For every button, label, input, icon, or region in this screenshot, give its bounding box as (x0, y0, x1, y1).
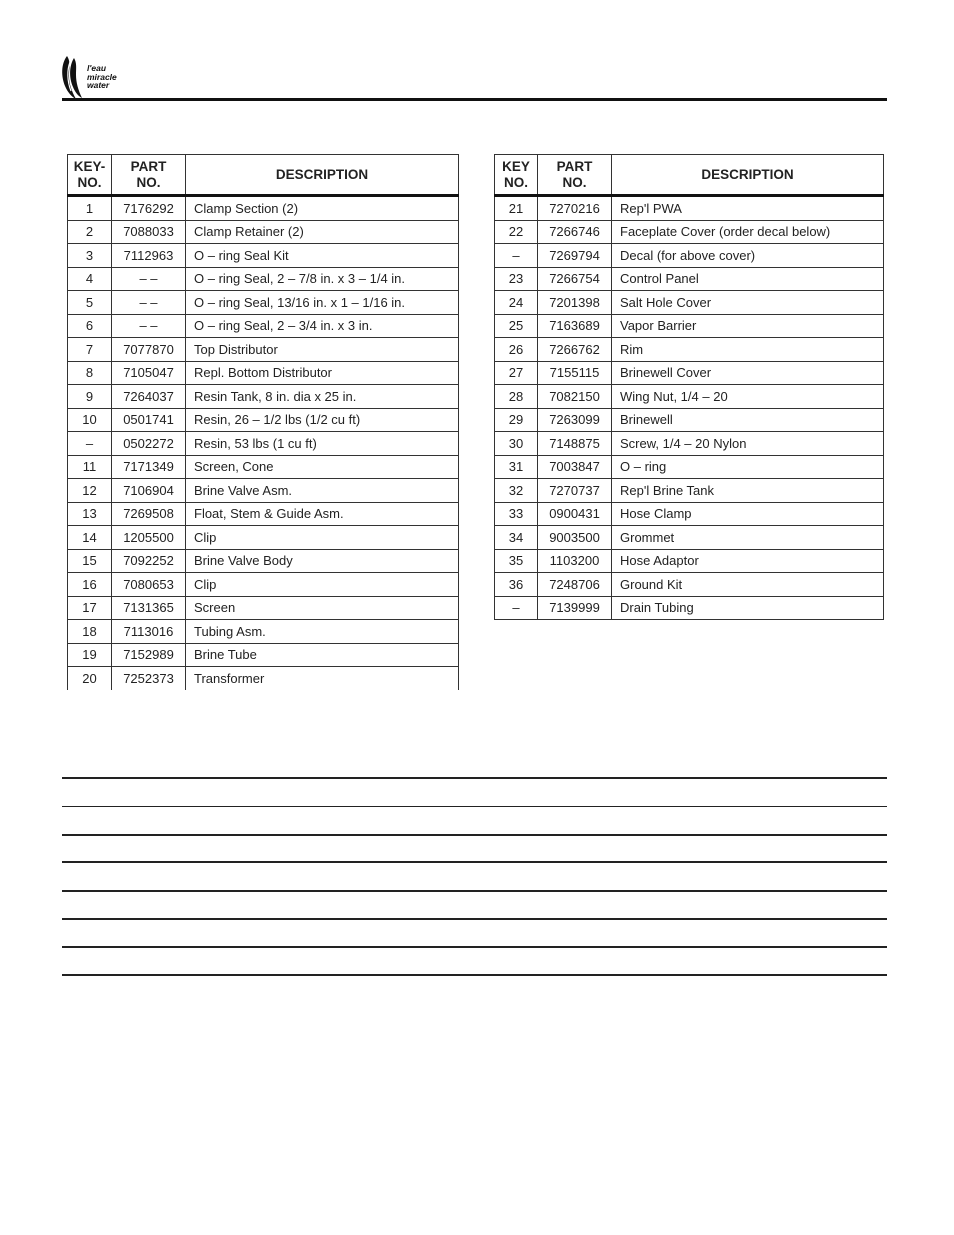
key-no-cell: 20 (68, 667, 112, 690)
description-header: DESCRIPTION (186, 155, 459, 196)
key-no-cell: 23 (495, 267, 538, 291)
part-no-cell: 7131365 (112, 596, 186, 620)
description-cell: O – ring (612, 455, 884, 479)
table-row (68, 314, 459, 338)
table-row (68, 244, 459, 268)
key-no-cell: 5 (68, 291, 112, 315)
key-no-header: KEY- NO. (68, 155, 112, 196)
part-no-cell: 7152989 (112, 643, 186, 667)
key-no-cell: 1 (68, 196, 112, 221)
description-cell: O – ring Seal Kit (186, 244, 459, 268)
description-cell: Resin, 26 – 1/2 lbs (1/2 cu ft) (186, 408, 459, 432)
table-row (68, 643, 459, 667)
table-row (68, 196, 459, 221)
description-cell: Drain Tubing (612, 596, 884, 620)
table-row (495, 244, 884, 268)
part-no-cell: 7201398 (538, 291, 612, 315)
description-cell: Rep'l PWA (612, 196, 884, 221)
logo-line-3: water (87, 80, 110, 90)
description-cell: Clip (186, 526, 459, 550)
key-no-cell: – (68, 432, 112, 456)
table-row (68, 267, 459, 291)
description-cell: Transformer (186, 667, 459, 690)
part-no-cell: 7080653 (112, 573, 186, 597)
description-cell: Screen, Cone (186, 455, 459, 479)
key-no-cell: 16 (68, 573, 112, 597)
description-cell: Top Distributor (186, 338, 459, 362)
table-row (68, 479, 459, 503)
table-row (495, 455, 884, 479)
key-no-cell: – (495, 244, 538, 268)
key-no-cell: 7 (68, 338, 112, 362)
notes-rule (62, 946, 887, 948)
part-no-cell: 7112963 (112, 244, 186, 268)
table-row (68, 596, 459, 620)
part-no-cell: 1103200 (538, 549, 612, 573)
part-no-cell: 7263099 (538, 408, 612, 432)
description-cell: Screw, 1/4 – 20 Nylon (612, 432, 884, 456)
part-no-cell: 7155115 (538, 361, 612, 385)
header-rule (62, 98, 887, 101)
table-row (495, 502, 884, 526)
key-no-cell: 12 (68, 479, 112, 503)
part-no-cell: 7082150 (538, 385, 612, 409)
table-row (68, 573, 459, 597)
part-no-cell: – – (112, 314, 186, 338)
key-no-cell: 31 (495, 455, 538, 479)
key-no-cell: 28 (495, 385, 538, 409)
key-no-cell: 27 (495, 361, 538, 385)
table-row (68, 385, 459, 409)
key-no-cell: 4 (68, 267, 112, 291)
description-cell: Float, Stem & Guide Asm. (186, 502, 459, 526)
table-row (68, 620, 459, 644)
table-header-row (495, 155, 884, 196)
description-cell: Clamp Section (2) (186, 196, 459, 221)
part-no-cell: 7176292 (112, 196, 186, 221)
description-cell: Wing Nut, 1/4 – 20 (612, 385, 884, 409)
table-row (68, 455, 459, 479)
table-row (68, 220, 459, 244)
key-no-cell: 13 (68, 502, 112, 526)
description-cell: Brine Valve Body (186, 549, 459, 573)
part-no-cell: 7171349 (112, 455, 186, 479)
description-cell: Screen (186, 596, 459, 620)
part-no-cell: 7269794 (538, 244, 612, 268)
notes-rule (62, 974, 887, 976)
notes-rule (62, 777, 887, 779)
table-row (495, 526, 884, 550)
notes-rule (62, 834, 887, 836)
key-no-cell: 29 (495, 408, 538, 432)
table-row (495, 549, 884, 573)
key-no-cell: 19 (68, 643, 112, 667)
table-row (68, 291, 459, 315)
part-no-cell: 7003847 (538, 455, 612, 479)
description-cell: Resin Tank, 8 in. dia x 25 in. (186, 385, 459, 409)
part-no-cell: 7092252 (112, 549, 186, 573)
description-cell: Resin, 53 lbs (1 cu ft) (186, 432, 459, 456)
description-cell: Rep'l Brine Tank (612, 479, 884, 503)
key-no-cell: 36 (495, 573, 538, 597)
description-cell: Clip (186, 573, 459, 597)
part-no-cell: 1205500 (112, 526, 186, 550)
table-row (68, 667, 459, 690)
description-cell: Brine Tube (186, 643, 459, 667)
table-row (495, 361, 884, 385)
key-no-cell: 18 (68, 620, 112, 644)
key-no-cell: 3 (68, 244, 112, 268)
parts-table-right (494, 154, 884, 620)
table-row (495, 338, 884, 362)
table-row (495, 479, 884, 503)
logo-line-1: l'eau (87, 63, 107, 73)
description-cell: Vapor Barrier (612, 314, 884, 338)
key-no-header: KEY NO. (495, 155, 538, 196)
key-no-cell: 25 (495, 314, 538, 338)
description-cell: Rim (612, 338, 884, 362)
description-cell: Decal (for above cover) (612, 244, 884, 268)
key-no-cell: 26 (495, 338, 538, 362)
part-no-cell: 0900431 (538, 502, 612, 526)
part-no-cell: 0501741 (112, 408, 186, 432)
part-no-cell: 7264037 (112, 385, 186, 409)
table-row (495, 220, 884, 244)
key-no-cell: – (495, 596, 538, 620)
table-row (495, 196, 884, 221)
description-header: DESCRIPTION (612, 155, 884, 196)
brand-logo (60, 54, 130, 100)
key-no-cell: 8 (68, 361, 112, 385)
key-no-cell: 6 (68, 314, 112, 338)
part-no-cell: 7139999 (538, 596, 612, 620)
key-no-cell: 32 (495, 479, 538, 503)
part-no-cell: 7266746 (538, 220, 612, 244)
table-row (68, 549, 459, 573)
key-no-cell: 14 (68, 526, 112, 550)
table-row (68, 502, 459, 526)
key-no-cell: 33 (495, 502, 538, 526)
table-row (495, 596, 884, 620)
description-cell: Hose Adaptor (612, 549, 884, 573)
description-cell: O – ring Seal, 2 – 3/4 in. x 3 in. (186, 314, 459, 338)
part-no-cell: 7105047 (112, 361, 186, 385)
key-no-cell: 30 (495, 432, 538, 456)
part-no-cell: 7113016 (112, 620, 186, 644)
description-cell: Brinewell (612, 408, 884, 432)
table-row (68, 361, 459, 385)
key-no-cell: 10 (68, 408, 112, 432)
part-no-cell: 7266762 (538, 338, 612, 362)
table-row (68, 432, 459, 456)
table-row (68, 408, 459, 432)
part-no-cell: 7269508 (112, 502, 186, 526)
part-no-cell: 7163689 (538, 314, 612, 338)
description-cell: Brinewell Cover (612, 361, 884, 385)
key-no-cell: 15 (68, 549, 112, 573)
description-cell: Hose Clamp (612, 502, 884, 526)
part-no-cell: 7077870 (112, 338, 186, 362)
part-no-cell: 7270216 (538, 196, 612, 221)
part-no-cell: 9003500 (538, 526, 612, 550)
part-no-cell: – – (112, 291, 186, 315)
key-no-cell: 35 (495, 549, 538, 573)
table-row (495, 573, 884, 597)
parts-table-left (67, 154, 459, 690)
key-no-cell: 17 (68, 596, 112, 620)
part-no-cell: 7270737 (538, 479, 612, 503)
key-no-cell: 9 (68, 385, 112, 409)
table-row (68, 526, 459, 550)
part-no-cell: – – (112, 267, 186, 291)
part-no-cell: 7106904 (112, 479, 186, 503)
part-no-cell: 7148875 (538, 432, 612, 456)
part-no-cell: 7252373 (112, 667, 186, 690)
description-cell: Ground Kit (612, 573, 884, 597)
table-header-row (68, 155, 459, 196)
notes-rule (62, 918, 887, 920)
logo-line-2: miracle (87, 71, 117, 82)
description-cell: Brine Valve Asm. (186, 479, 459, 503)
table-row (495, 385, 884, 409)
key-no-cell: 21 (495, 196, 538, 221)
key-no-cell: 34 (495, 526, 538, 550)
part-no-cell: 7088033 (112, 220, 186, 244)
key-no-cell: 11 (68, 455, 112, 479)
logo-text (87, 64, 117, 90)
part-no-cell: 0502272 (112, 432, 186, 456)
part-no-header: PART NO. (112, 155, 186, 196)
table-row (495, 408, 884, 432)
description-cell: Grommet (612, 526, 884, 550)
notes-rule (62, 890, 887, 892)
table-row (495, 432, 884, 456)
part-no-header: PART NO. (538, 155, 612, 196)
table-row (495, 291, 884, 315)
notes-rule (62, 861, 887, 863)
key-no-cell: 2 (68, 220, 112, 244)
key-no-cell: 22 (495, 220, 538, 244)
description-cell: Clamp Retainer (2) (186, 220, 459, 244)
description-cell: Faceplate Cover (order decal below) (612, 220, 884, 244)
description-cell: Tubing Asm. (186, 620, 459, 644)
key-no-cell: 24 (495, 291, 538, 315)
table-row (68, 338, 459, 362)
description-cell: Repl. Bottom Distributor (186, 361, 459, 385)
notes-rule (62, 806, 887, 807)
description-cell: O – ring Seal, 2 – 7/8 in. x 3 – 1/4 in. (186, 267, 459, 291)
description-cell: Control Panel (612, 267, 884, 291)
part-no-cell: 7248706 (538, 573, 612, 597)
table-row (495, 314, 884, 338)
part-no-cell: 7266754 (538, 267, 612, 291)
table-row (495, 267, 884, 291)
description-cell: O – ring Seal, 13/16 in. x 1 – 1/16 in. (186, 291, 459, 315)
logo-mark-icon (60, 54, 86, 100)
description-cell: Salt Hole Cover (612, 291, 884, 315)
